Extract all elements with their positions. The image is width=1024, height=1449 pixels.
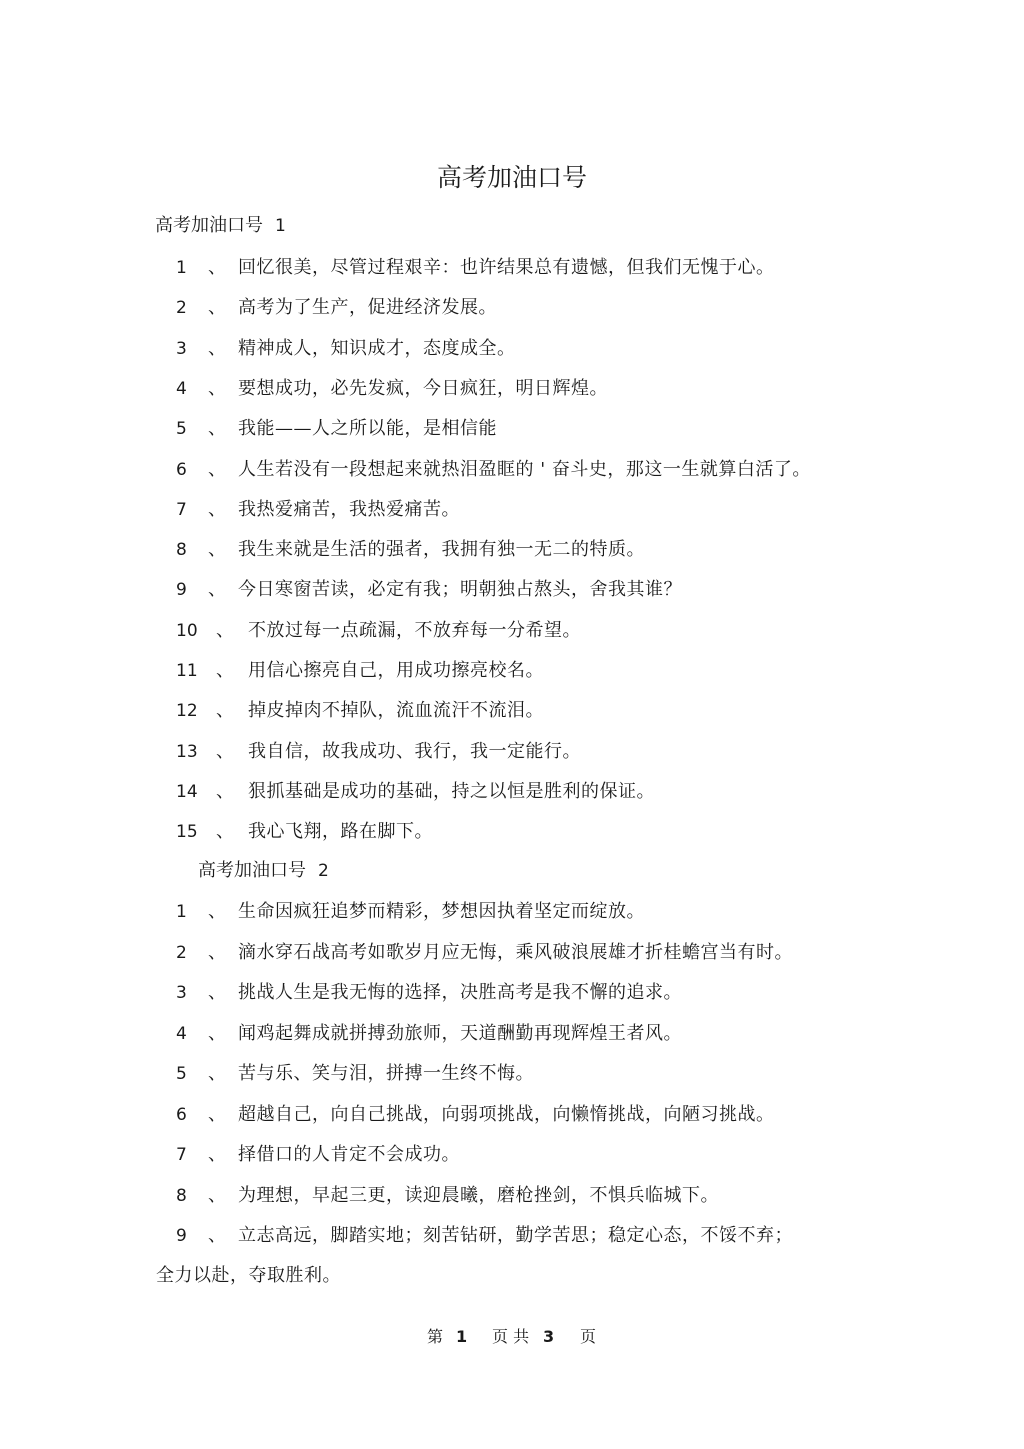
list-item-text: 我心飞翔，路在脚下。 [248,821,433,843]
list-item-text: 我热爱痛苦，我热爱痛苦。 [238,498,460,520]
list-item-separator: 、 [208,1103,226,1125]
list-item-separator: 、 [216,619,234,641]
list-item-number: 6 [176,459,187,480]
list-item-text: 狠抓基础是成功的基础，持之以恒是胜利的保证。 [248,780,655,802]
list-item-separator: 、 [208,539,226,561]
list-item-number: 3 [176,338,187,359]
list-item-number: 4 [176,378,187,399]
list-item [176,777,896,807]
list-item [176,374,896,404]
list-item-text: 今日寒窗苦读，必定有我；明朝独占熬头，舍我其谁？ [238,579,682,601]
list-item-number: 11 [176,661,198,681]
list-item [176,817,896,847]
list-item-separator: 、 [216,660,234,681]
list-item-text: 要想成功，必先发疯，今日疯狂，明日辉煌。 [238,377,608,399]
list-item-text: 掉皮掉肉不掉队，流血流汗不流泪。 [248,700,544,722]
list-item-separator: 、 [208,337,226,359]
list-item-continuation: 全力以赴，夺取胜利。 [156,1265,341,1286]
list-item-number: 2 [176,942,187,963]
list-item [176,1140,896,1170]
section-heading-number: 1 [275,216,286,236]
list-item-text: 生命因疯狂追梦而精彩，梦想因执着坚定而绽放。 [238,901,645,922]
page-footer [0,1322,1024,1352]
section-heading-2 [198,856,329,886]
list-item-number: 6 [176,1104,187,1125]
list-item-separator: 、 [208,1144,226,1165]
list-item-number: 9 [176,580,187,601]
list-item-number: 5 [176,1064,187,1084]
list-item-separator: 、 [208,418,226,440]
list-item-text: 闻鸡起舞成就拼搏劲旅师，天道酬勤再现辉煌王者风。 [238,1022,682,1044]
list-item [176,334,896,364]
document-title: 高考加油口号 [436,163,587,192]
list-item-separator: 、 [208,377,226,399]
list-item [176,495,896,525]
list-item-text: 超越自己，向自己挑战，向弱项挑战，向懒惰挑战，向陋习挑战。 [238,1103,775,1125]
list-item [176,656,896,686]
list-item-text: 回忆很美，尽管过程艰辛：也许结果总有遗憾，但我们无愧于心。 [238,257,775,278]
list-item-separator: 、 [208,498,226,520]
list-item [176,978,896,1008]
list-item-number: 5 [176,419,187,440]
list-item-text: 择借口的人肯定不会成功。 [238,1144,460,1165]
list-item-number: 3 [176,983,187,1003]
list-item-text: 我能——人之所以能，是相信能 [238,418,497,440]
list-item-text: 立志高远，脚踏实地；刻苦钻研，勤学苦思；稳定心态，不馁不弃； [238,1225,793,1246]
list-item-text: 滴水穿石战高考如歌岁月应无悔，乘风破浪展雄才折桂蟾宫当有时。 [238,941,793,963]
list-item-separator: 、 [208,458,226,480]
list-item [176,616,896,646]
list-item-separator: 、 [208,1225,226,1246]
list-item-number: 15 [176,822,198,843]
list-item-number: 13 [176,741,198,762]
list-item [176,897,896,927]
list-item [176,1100,896,1130]
list-item-separator: 、 [208,901,226,922]
footer-page-number: 1 [456,1327,468,1346]
list-item-number: 8 [176,540,187,561]
section-heading-1 [155,211,286,241]
list-item-separator: 、 [208,579,226,601]
list-item [176,938,896,968]
list-item-separator: 、 [208,941,226,963]
list-item-text: 精神成人，知识成才，态度成全。 [238,337,516,359]
footer-prefix: 第 [427,1327,444,1346]
list-item-separator: 、 [208,257,226,278]
list-item-separator: 、 [216,780,234,802]
section-heading-label: 高考加油口号 [155,215,263,236]
list-item-number: 10 [176,620,198,641]
list-item-number: 1 [176,902,187,922]
list-item-separator: 、 [216,740,234,762]
list-item [176,455,896,485]
list-item-number: 9 [176,1226,187,1246]
list-item-number: 7 [176,499,187,520]
list-item-number: 2 [176,298,187,319]
list-item-text: 我生来就是生活的强者，我拥有独一无二的特质。 [238,539,645,561]
list-item [176,535,896,565]
list-item-number: 1 [176,258,187,278]
list-item-separator: 、 [208,1063,226,1084]
section-heading-number: 2 [318,861,329,881]
list-item-text: 用信心擦亮自己，用成功擦亮校名。 [248,660,544,681]
list-item-text: 苦与乐、笑与泪，拼搏一生终不悔。 [238,1063,534,1084]
list-item-number: 8 [176,1185,187,1206]
list-item-text: 人生若没有一段想起来就热泪盈眶的 ' 奋斗史，那这一生就算白活了。 [238,458,811,480]
list-item-separator: 、 [208,1184,226,1206]
list-item-separator: 、 [208,297,226,319]
list-item-text: 我自信，故我成功、我行，我一定能行。 [248,740,581,762]
list-item-separator: 、 [216,700,234,722]
list-item [176,1059,896,1089]
list-item-number: 14 [176,781,198,802]
list-item-number: 4 [176,1023,187,1044]
list-item-text: 挑战人生是我无悔的选择，决胜高考是我不懈的追求。 [238,982,682,1003]
list-item-separator: 、 [208,982,226,1003]
list-item-text: 为理想，早起三更，读迎晨曦，磨枪挫剑，不惧兵临城下。 [238,1184,719,1206]
list-item [176,1221,896,1251]
list-item [176,737,896,767]
list-item [176,414,896,444]
list-item-separator: 、 [216,821,234,843]
list-item-number: 7 [176,1145,187,1165]
list-item [176,253,896,283]
list-item-separator: 、 [208,1022,226,1044]
list-item [176,696,896,726]
list-item [176,293,896,323]
list-item-text: 高考为了生产，促进经济发展。 [238,297,497,319]
footer-suffix: 页 [580,1327,597,1346]
footer-total-pages: 3 [543,1327,555,1346]
list-item [176,1181,896,1211]
list-item [176,1019,896,1049]
section-heading-label: 高考加油口号 [198,860,306,881]
footer-middle: 页 共 [492,1327,530,1346]
list-item [176,575,896,605]
list-item-number: 12 [176,701,198,722]
list-item-text: 不放过每一点疏漏，不放弃每一分希望。 [248,619,581,641]
